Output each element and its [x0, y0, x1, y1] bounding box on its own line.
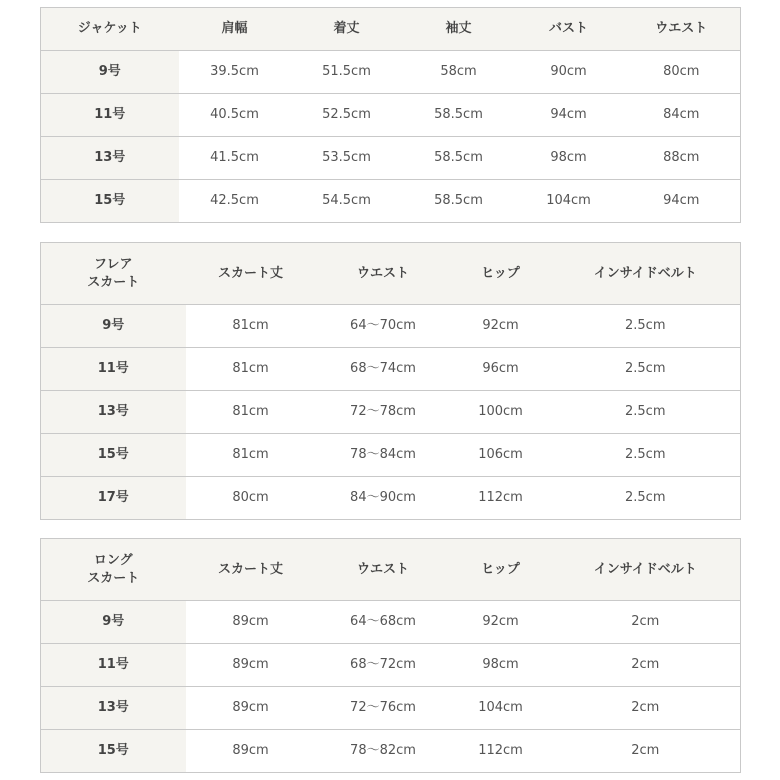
table-cell: 54.5cm [291, 180, 403, 223]
long-skirt-size-table [40, 538, 741, 773]
table-row [41, 477, 741, 520]
size-label: 9号 [41, 305, 186, 348]
flare-title-line2: スカート [87, 274, 140, 290]
jacket-size-table [40, 7, 741, 223]
flare-title-line1: フレア [94, 256, 133, 272]
table-row [41, 51, 741, 94]
long-title-line1: ロング [93, 552, 133, 568]
table-cell: 2cm [551, 730, 741, 773]
table-row [41, 180, 741, 223]
table-cell: 98cm [451, 644, 551, 687]
table-cell: 96cm [451, 348, 551, 391]
table-cell: 2.5cm [551, 348, 741, 391]
table-cell: 89cm [186, 601, 316, 644]
table-row [41, 644, 741, 687]
header-skirt-length: スカート丈 [186, 539, 316, 601]
table-row [41, 434, 741, 477]
size-label: 15号 [41, 434, 186, 477]
table-row [41, 730, 741, 773]
table-cell: 84cm [623, 94, 741, 137]
header-inside-belt: インサイドベルト [551, 243, 741, 305]
long-skirt-title [41, 539, 186, 601]
header-length: 着丈 [291, 8, 403, 51]
table-cell: 81cm [186, 434, 316, 477]
long-header-row [41, 539, 741, 601]
table-cell: 72〜76cm [316, 687, 451, 730]
table-cell: 64〜70cm [316, 305, 451, 348]
table-cell: 41.5cm [179, 137, 291, 180]
table-cell: 2.5cm [551, 434, 741, 477]
size-label: 13号 [41, 137, 179, 180]
table-cell: 53.5cm [291, 137, 403, 180]
table-row [41, 94, 741, 137]
header-waist: ウエスト [316, 539, 451, 601]
table-cell: 94cm [515, 94, 623, 137]
table-cell: 81cm [186, 391, 316, 434]
header-shoulder-width: 肩幅 [179, 8, 291, 51]
table-row [41, 687, 741, 730]
table-cell: 89cm [186, 644, 316, 687]
table-row [41, 391, 741, 434]
table-row [41, 137, 741, 180]
table-cell: 58.5cm [403, 94, 515, 137]
flare-skirt-size-table [40, 242, 741, 520]
table-cell: 100cm [451, 391, 551, 434]
flare-skirt-title [41, 243, 186, 305]
table-cell: 84〜90cm [316, 477, 451, 520]
table-row [41, 305, 741, 348]
table-cell: 81cm [186, 305, 316, 348]
long-title-line2: スカート [87, 570, 140, 586]
size-label: 11号 [41, 94, 179, 137]
table-cell: 58cm [403, 51, 515, 94]
table-cell: 78〜84cm [316, 434, 451, 477]
table-row [41, 601, 741, 644]
header-waist: ウエスト [623, 8, 741, 51]
table-cell: 88cm [623, 137, 741, 180]
table-cell: 92cm [451, 305, 551, 348]
table-cell: 112cm [451, 477, 551, 520]
table-cell: 112cm [451, 730, 551, 773]
header-hip: ヒップ [451, 243, 551, 305]
table-cell: 58.5cm [403, 180, 515, 223]
table-cell: 72〜78cm [316, 391, 451, 434]
table-cell: 52.5cm [291, 94, 403, 137]
table-row [41, 348, 741, 391]
size-label: 9号 [41, 601, 186, 644]
table-cell: 89cm [186, 730, 316, 773]
table-cell: 104cm [451, 687, 551, 730]
table-cell: 78〜82cm [316, 730, 451, 773]
table-cell: 94cm [623, 180, 741, 223]
header-hip: ヒップ [451, 539, 551, 601]
table-cell: 104cm [515, 180, 623, 223]
table-cell: 68〜72cm [316, 644, 451, 687]
table-cell: 2cm [551, 644, 741, 687]
size-label: 15号 [41, 180, 179, 223]
size-label: 13号 [41, 687, 186, 730]
table-cell: 2cm [551, 601, 741, 644]
header-bust: バスト [515, 8, 623, 51]
header-skirt-length: スカート丈 [186, 243, 316, 305]
table-cell: 2.5cm [551, 391, 741, 434]
table-cell: 89cm [186, 687, 316, 730]
size-label: 15号 [41, 730, 186, 773]
table-cell: 58.5cm [403, 137, 515, 180]
header-sleeve-length: 袖丈 [403, 8, 515, 51]
flare-header-row [41, 243, 741, 305]
table-cell: 106cm [451, 434, 551, 477]
table-cell: 39.5cm [179, 51, 291, 94]
table-cell: 98cm [515, 137, 623, 180]
table-cell: 81cm [186, 348, 316, 391]
size-label: 17号 [41, 477, 186, 520]
header-inside-belt: インサイドベルト [551, 539, 741, 601]
table-cell: 64〜68cm [316, 601, 451, 644]
header-waist: ウエスト [316, 243, 451, 305]
table-cell: 2cm [551, 687, 741, 730]
table-cell: 2.5cm [551, 305, 741, 348]
jacket-header-row [41, 8, 741, 51]
table-cell: 92cm [451, 601, 551, 644]
table-cell: 42.5cm [179, 180, 291, 223]
table-cell: 2.5cm [551, 477, 741, 520]
table-cell: 90cm [515, 51, 623, 94]
table-cell: 80cm [186, 477, 316, 520]
jacket-title: ジャケット [41, 8, 179, 51]
size-label: 13号 [41, 391, 186, 434]
size-label: 9号 [41, 51, 179, 94]
size-label: 11号 [41, 348, 186, 391]
table-cell: 51.5cm [291, 51, 403, 94]
size-label: 11号 [41, 644, 186, 687]
table-cell: 68〜74cm [316, 348, 451, 391]
table-cell: 40.5cm [179, 94, 291, 137]
table-cell: 80cm [623, 51, 741, 94]
